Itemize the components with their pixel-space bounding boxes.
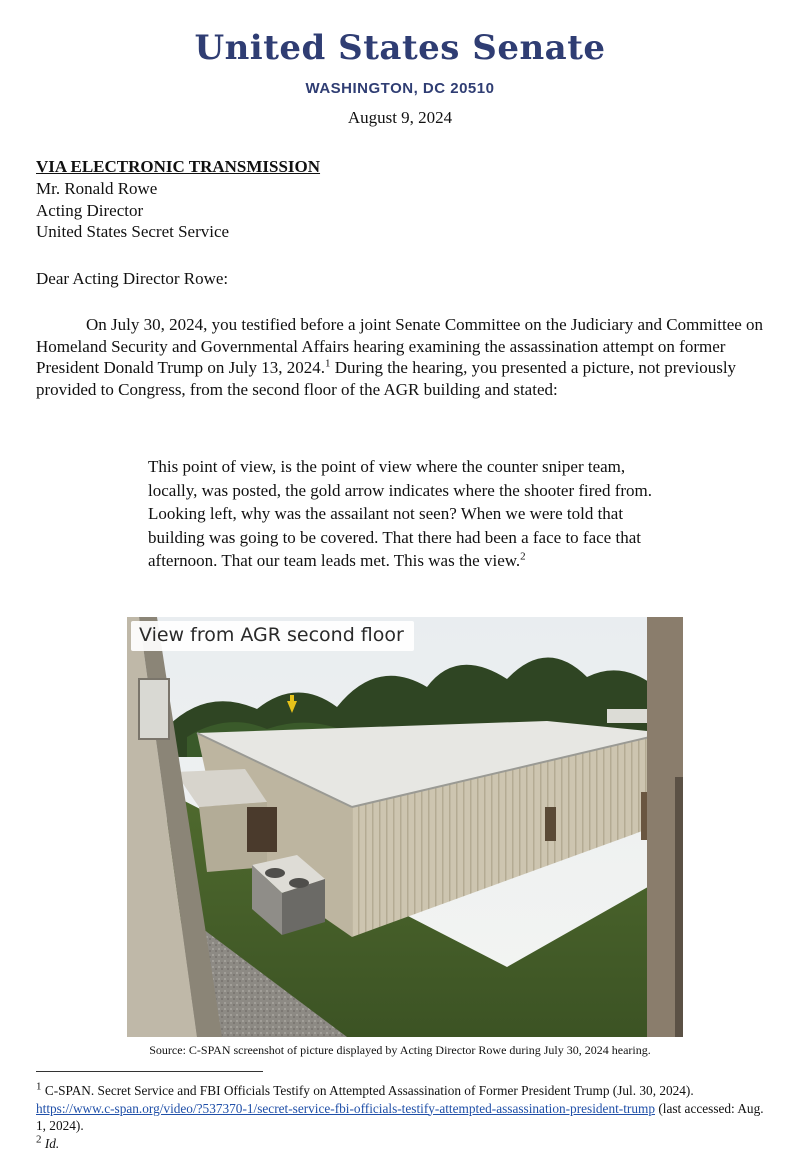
footnote-2-marker: 2 bbox=[36, 1133, 42, 1146]
body-paragraph bbox=[36, 314, 771, 400]
footnote-1 bbox=[36, 1082, 771, 1135]
letter-date: August 9, 2024 bbox=[347, 108, 453, 127]
recipient-agency: United States Secret Service bbox=[36, 222, 230, 241]
photo-caption: Source: C-SPAN screenshot of picture displayed by Acting Director Rowe during July 30, 2024 hearing. bbox=[149, 1043, 651, 1057]
body-text-b: During the hearing, you presented a picture, not previously provided to Congress, from the second floor of the AGR building and stated: bbox=[36, 358, 737, 399]
recipient-block bbox=[36, 178, 229, 243]
agr-building-photo bbox=[127, 617, 683, 1037]
salutation: Dear Acting Director Rowe: bbox=[36, 269, 229, 288]
recipient-name: Mr. Ronald Rowe bbox=[36, 179, 158, 198]
delivery-method: VIA ELECTRONIC TRANSMISSION bbox=[36, 157, 321, 176]
footnote-2 bbox=[36, 1135, 771, 1153]
footnotes bbox=[36, 1082, 771, 1152]
quote-text: This point of view, is the point of view where the counter sniper team, locally, was posted, the gold arrow indicates where the shooter fired from. Looking left, why was the assailant not seen? When we were told that building was going to be covered. That there had been a face to face that afternoon. That our team leads met. This was the view. bbox=[148, 457, 653, 570]
body-text-a: On July 30, 2024, you testified before a joint Senate Committee on the Judiciary and Committee on Homeland Security and Governmental Affairs hearing examining the assassination attempt on former President Donald Trump on July 13, 2024. bbox=[36, 315, 764, 377]
block-quote bbox=[148, 455, 663, 573]
footnote-ref-2[interactable]: 2 bbox=[520, 550, 526, 563]
recipient-title: Acting Director bbox=[36, 200, 144, 220]
footnote-1-text: C-SPAN. Secret Service and FBI Officials Testify on Attempted Assassination of Former President Trump (Jul. 30, 2024). bbox=[41, 1083, 694, 1098]
letterhead-address: WASHINGTON, DC 20510 bbox=[305, 80, 495, 97]
footnote-ref-1[interactable]: 1 bbox=[325, 357, 331, 370]
footnote-2-text: Id. bbox=[41, 1135, 60, 1151]
footnote-divider bbox=[36, 1071, 263, 1072]
letterhead-title: United States Senate bbox=[194, 28, 606, 68]
footnote-1-marker: 1 bbox=[36, 1080, 42, 1093]
footnote-1-link[interactable]: https://www.c-span.org/video/?537370-1/secret-service-fbi-officials-testify-attempted-assassination-president-trump bbox=[36, 1100, 655, 1116]
footnote-1-tail: (last accessed: Aug. 1, 2024). bbox=[36, 1100, 764, 1133]
photo-overlay-label: View from AGR second floor bbox=[131, 621, 414, 651]
